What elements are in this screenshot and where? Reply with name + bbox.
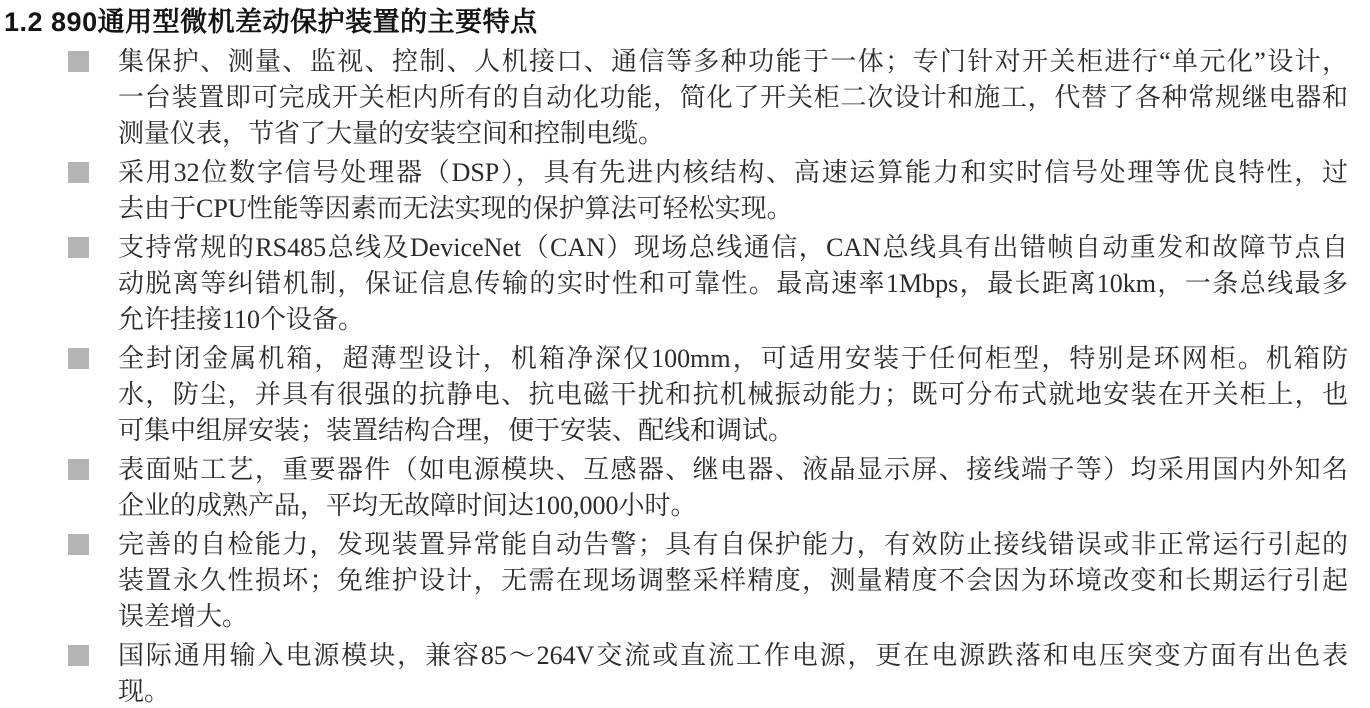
bullet-square-icon xyxy=(68,459,89,480)
feature-line: 现。 xyxy=(118,677,171,706)
feature-text xyxy=(118,452,1348,524)
feature-line: 全封闭金属机箱，超薄型设计，机箱净深仅100mm，可适用安装于任何柜型，特别是环网柜。机箱防 xyxy=(118,344,1348,373)
feature-line: 表面贴工艺，重要器件（如电源模块、互感器、继电器、液晶显示屏、接线端子等）均采用国内外知名 xyxy=(118,455,1348,484)
feature-item-7 xyxy=(68,638,1370,708)
feature-text xyxy=(118,638,1348,708)
feature-line: 企业的成熟产品，平均无故障时间达100,000小时。 xyxy=(118,491,697,520)
feature-line: 可集中组屏安装；装置结构合理，便于安装、配线和调试。 xyxy=(118,416,795,445)
feature-line: 采用32位数字信号处理器（DSP），具有先进内核结构、高速运算能力和实时信号处理等优良特性，过 xyxy=(118,158,1348,187)
section-heading: 1.2 890通用型微机差动保护装置的主要特点 xyxy=(4,7,538,37)
feature-line: 水，防尘，并具有很强的抗静电、抗电磁干扰和抗机械振动能力；既可分布式就地安装在开关柜上，也 xyxy=(118,380,1348,409)
bullet-square-icon xyxy=(68,237,89,258)
feature-line: 支持常规的RS485总线及DeviceNet（CAN）现场总线通信，CAN总线具有出错帧自动重发和故障节点自 xyxy=(118,233,1348,262)
document-page xyxy=(0,6,1370,708)
bullet-square-icon xyxy=(68,645,89,666)
feature-line: 误差增大。 xyxy=(118,602,249,631)
feature-item-1 xyxy=(68,44,1370,152)
feature-line: 国际通用输入电源模块，兼容85～264V交流或直流工作电源，更在电源跌落和电压突变方面有出色表 xyxy=(118,641,1348,670)
feature-item-2 xyxy=(68,155,1370,227)
feature-line: 测量仪表，节省了大量的安装空间和控制电缆。 xyxy=(118,119,665,148)
feature-line: 装置永久性损坏；免维护设计，无需在现场调整采样精度，测量精度不会因为环境改变和长期运行引起 xyxy=(118,566,1348,595)
feature-item-6 xyxy=(68,527,1370,635)
feature-item-3 xyxy=(68,230,1370,338)
bullet-square-icon xyxy=(68,51,89,72)
feature-line: 集保护、测量、监视、控制、人机接口、通信等多种功能于一体；专门针对开关柜进行“单元化”设计， xyxy=(118,47,1348,76)
feature-line: 动脱离等纠错机制，保证信息传输的实时性和可靠性。最高速率1Mbps，最长距离10km，一条总线最多 xyxy=(118,269,1348,298)
feature-text xyxy=(118,527,1348,635)
feature-text xyxy=(118,155,1348,227)
bullet-square-icon xyxy=(68,534,89,555)
feature-list xyxy=(0,44,1370,708)
feature-text xyxy=(118,341,1348,449)
bullet-square-icon xyxy=(68,162,89,183)
feature-text xyxy=(118,44,1348,152)
feature-line: 去由于CPU性能等因素而无法实现的保护算法可轻松实现。 xyxy=(118,194,793,223)
feature-line: 一台装置即可完成开关柜内所有的自动化功能，简化了开关柜二次设计和施工，代替了各种常规继电器和 xyxy=(118,83,1348,112)
feature-line: 完善的自检能力，发现装置异常能自动告警；具有自保护能力，有效防止接线错误或非正常运行引起的 xyxy=(118,530,1348,559)
feature-item-5 xyxy=(68,452,1370,524)
feature-text xyxy=(118,230,1348,338)
bullet-square-icon xyxy=(68,348,89,369)
feature-item-4 xyxy=(68,341,1370,449)
feature-line: 允许挂接110个设备。 xyxy=(118,305,365,334)
